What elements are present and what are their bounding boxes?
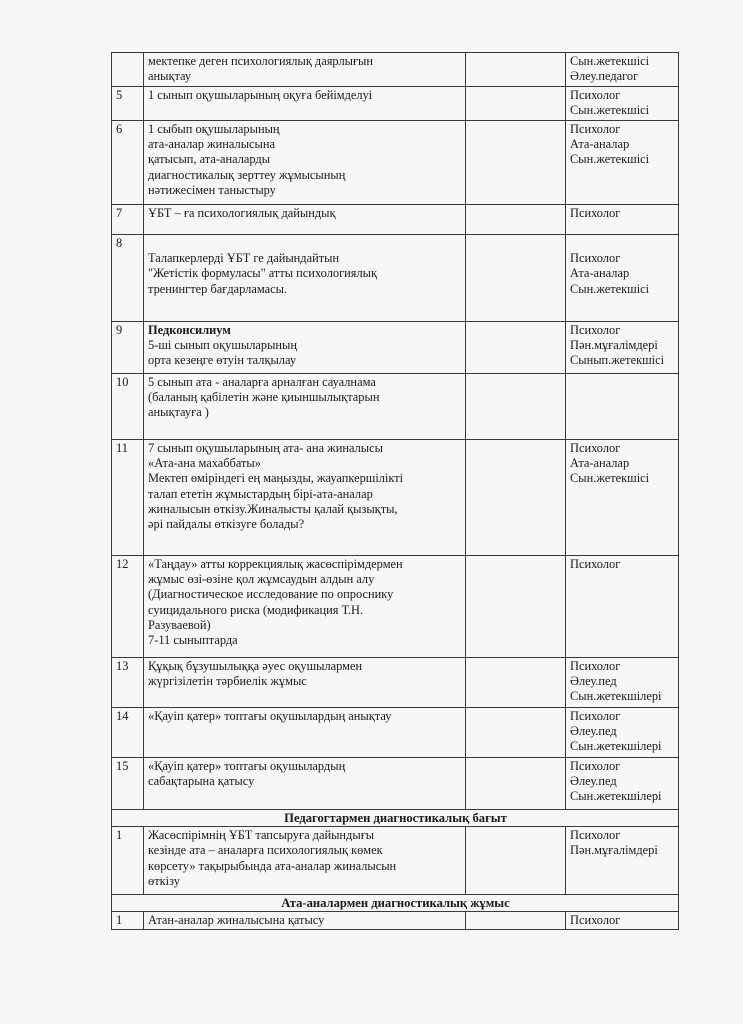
responsible-cell: Психолог Пән.мұғалімдері Сынып.жетекшісі: [566, 322, 679, 374]
row-number: [112, 53, 144, 87]
responsible-cell: Психолог: [566, 205, 679, 235]
activity-text: 5-ші сынып оқушыларының орта кезеңге өтуін талқылау: [148, 338, 297, 368]
table-row: [112, 322, 679, 374]
row-number: 12: [112, 556, 144, 658]
activity-cell: ҰБТ – ға психологиялық дайындық: [144, 205, 466, 235]
responsible-cell: Психолог Сын.жетекшісі: [566, 87, 679, 121]
row-number: 15: [112, 758, 144, 810]
row-number: 6: [112, 121, 144, 205]
row-number: 8: [112, 235, 144, 322]
responsible-cell: Психолог Әлеу.пед Сын.жетекшілері: [566, 708, 679, 758]
row-number: 9: [112, 322, 144, 374]
row-number: 1: [112, 827, 144, 895]
responsible-cell: Психолог Ата-аналар Сын.жетекшісі: [566, 121, 679, 205]
row-number: 11: [112, 440, 144, 556]
work-plan-table: [111, 52, 679, 930]
date-cell: [466, 827, 566, 895]
activity-cell: 1 сынып оқушыларының оқуға бейімделуі: [144, 87, 466, 121]
date-cell: [466, 121, 566, 205]
date-cell: [466, 322, 566, 374]
responsible-cell: [566, 374, 679, 440]
responsible-cell: Психолог Пән.мұғалімдері: [566, 827, 679, 895]
table-row: [112, 708, 679, 758]
activity-cell: Талапкерлерді ҰБТ ге дайындайтын "Жетістік формуласы" атты психологиялық тренингтер бағдарламасы.: [144, 235, 466, 322]
section-title-parents: Ата-аналармен диагностикалық жұмыс: [112, 895, 679, 912]
table-row: [112, 53, 679, 87]
responsible-cell: Психолог Ата-аналар Сын.жетекшісі: [566, 440, 679, 556]
responsible-cell: Психолог Әлеу.пед Сын.жетекшілері: [566, 758, 679, 810]
date-cell: [466, 235, 566, 322]
date-cell: [466, 87, 566, 121]
activity-cell: «Таңдау» атты коррекциялық жасөспірімдермен жұмыс өзі-өзіне қол жұмсаудын алдын алу (Диагностическое исследование по опроснику суицидального риска (модификация Т.Н. Разуваевой) 7-11 сыныптарда: [144, 556, 466, 658]
row-number: 13: [112, 658, 144, 708]
table-row: [112, 912, 679, 930]
activity-cell: 1 сыбып оқушыларының ата-аналар жиналысына қатысып, ата-аналарды диагностикалық зерттеу жұмысының нәтижесімен таныстыру: [144, 121, 466, 205]
row-number: 1: [112, 912, 144, 930]
responsible-cell: Психолог Әлеу.пед Сын.жетекшілері: [566, 658, 679, 708]
date-cell: [466, 556, 566, 658]
row-number: 7: [112, 205, 144, 235]
table-row: [112, 658, 679, 708]
row-number: 14: [112, 708, 144, 758]
activity-heading: Педконсилиум: [148, 323, 231, 337]
responsible-cell: Сын.жетекшісі Әлеу.педагог: [566, 53, 679, 87]
table-row: [112, 87, 679, 121]
section-header-row: [112, 895, 679, 912]
date-cell: [466, 205, 566, 235]
table-row: [112, 556, 679, 658]
activity-cell: Жасөспірімнің ҰБТ тапсыруға дайындығы кезінде ата – аналарға психологиялық көмек көрсету» тақырыбында ата-аналар жиналысын өткізу: [144, 827, 466, 895]
responsible-cell: Психолог Ата-аналар Сын.жетекшісі: [566, 235, 679, 322]
section-title-teachers: Педагогтармен диагностикалық бағыт: [112, 810, 679, 827]
date-cell: [466, 53, 566, 87]
date-cell: [466, 758, 566, 810]
responsible-cell: Психолог: [566, 912, 679, 930]
activity-cell: [144, 322, 466, 374]
activity-cell: «Қауіп қатер» топтағы оқушылардың анықтау: [144, 708, 466, 758]
responsible-cell: Психолог: [566, 556, 679, 658]
section-header-row: [112, 810, 679, 827]
table-row: [112, 121, 679, 205]
activity-cell: Атан-аналар жиналысына қатысу: [144, 912, 466, 930]
activity-cell: 7 сынып оқушыларының ата- ана жиналысы «Ата-ана махаббаты» Мектеп өміріндегі ең маңызды, жауапкершілікті талап ететін жұмыстардың бірі-ата-аналар жиналысын өткізу.Жиналысты қалай қызықты, әрі пайдалы өткізуге болады?: [144, 440, 466, 556]
date-cell: [466, 440, 566, 556]
row-number: 5: [112, 87, 144, 121]
activity-cell: Құқық бұзушылыққа әуес оқушылармен жүргізілетін тәрбиелік жұмыс: [144, 658, 466, 708]
date-cell: [466, 912, 566, 930]
table-row: [112, 827, 679, 895]
date-cell: [466, 708, 566, 758]
activity-cell: мектепке деген психологиялық даярлығын анықтау: [144, 53, 466, 87]
date-cell: [466, 374, 566, 440]
table-row: [112, 235, 679, 322]
table-row: [112, 374, 679, 440]
date-cell: [466, 658, 566, 708]
activity-cell: «Қауіп қатер» топтағы оқушылардың сабақтарына қатысу: [144, 758, 466, 810]
table-row: [112, 205, 679, 235]
row-number: 10: [112, 374, 144, 440]
activity-cell: 5 сынып ата - аналарға арналған сауалнама (баланың қабілетін және қиыншылықтарын анықтауға ): [144, 374, 466, 440]
table-row: [112, 440, 679, 556]
table-row: [112, 758, 679, 810]
